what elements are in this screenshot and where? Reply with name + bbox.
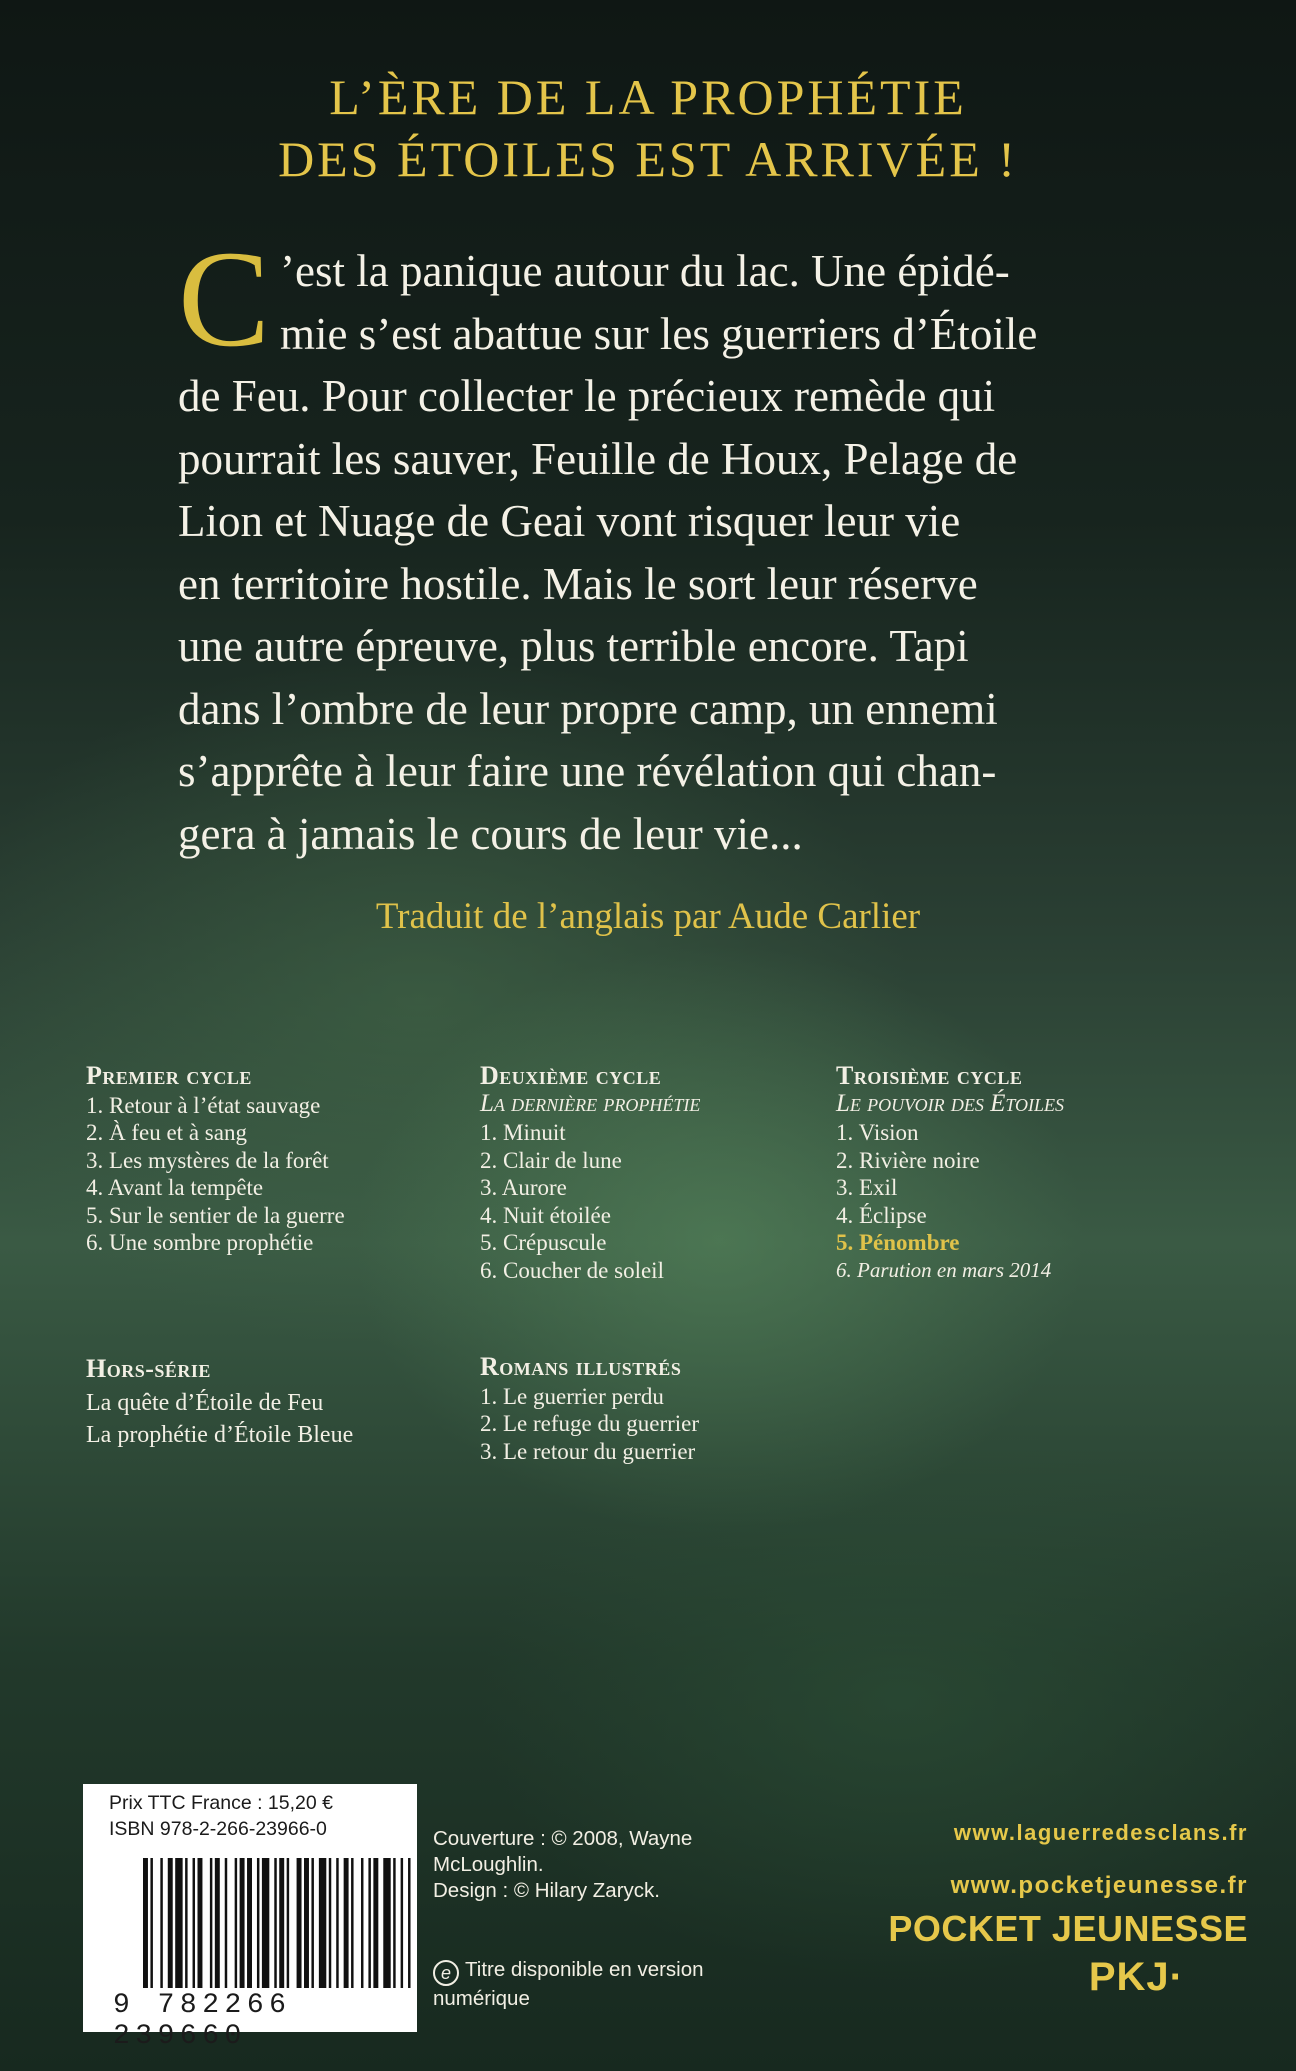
series-list xyxy=(836,1119,1216,1284)
barcode-bar xyxy=(311,1858,313,1988)
series-item: 3. Aurore xyxy=(480,1175,567,1200)
barcode-bar xyxy=(344,1858,349,1988)
barcode-bar xyxy=(383,1858,390,1988)
barcode-bar xyxy=(257,1858,259,1988)
barcode-bar xyxy=(143,1858,148,1988)
series-hors-serie xyxy=(86,1353,446,1451)
url-laguerredesclans[interactable]: www.laguerredesclans.fr xyxy=(953,1820,1248,1845)
isbn-label: ISBN 978-2-266-23966-0 xyxy=(109,1818,327,1840)
series-item: 4. Avant la tempête xyxy=(86,1175,264,1200)
headline-line1: L’ÈRE DE LA PROPHÉTIE xyxy=(329,69,967,125)
barcode-bar xyxy=(150,1858,152,1988)
series-item: 6. Parution en mars 2014 xyxy=(836,1257,1052,1282)
series-item: 4. Éclipse xyxy=(836,1202,927,1228)
barcode-image xyxy=(143,1858,413,1988)
barcode-bar xyxy=(297,1858,302,1988)
cover-credit: Couverture : © 2008, Wayne McLoughlin. xyxy=(433,1827,693,1876)
headline xyxy=(0,66,1296,190)
barcode-bar xyxy=(225,1858,227,1988)
ebook-icon: e xyxy=(433,1960,459,1986)
series-item: 3. Le retour du guerrier xyxy=(480,1438,696,1464)
series-item: 1. Vision xyxy=(836,1120,919,1145)
publisher-brand: POCKET JEUNESSE xyxy=(888,1908,1248,1949)
barcode-bar xyxy=(351,1858,353,1988)
series-item: 6. Coucher de soleil xyxy=(480,1257,664,1283)
barcode-bar xyxy=(287,1858,289,1988)
series-item: 5. Sur le sentier de la guerre xyxy=(86,1202,345,1228)
series-item: 4. Nuit étoilée xyxy=(480,1202,611,1228)
series-item: 2. À feu et à sang xyxy=(86,1120,247,1145)
series-item: 3. Les mystères de la forêt xyxy=(86,1147,329,1173)
series-item: La quête d’Étoile de Feu xyxy=(86,1390,324,1416)
barcode-bar xyxy=(401,1858,403,1988)
barcode-bar xyxy=(408,1858,410,1988)
design-credit: Design : © Hilary Zaryck. xyxy=(433,1879,660,1902)
barcode-bar xyxy=(279,1858,284,1988)
series-item: 3. Exil xyxy=(836,1175,898,1200)
series-subtitle: La dernière prophétie xyxy=(480,1089,701,1117)
series-item: 2. Clair de lune xyxy=(480,1147,622,1173)
series-title: Premier cycle xyxy=(86,1061,252,1090)
pkj-logo: PKJ· xyxy=(1088,1955,1184,1999)
series-title: Hors-série xyxy=(86,1354,211,1383)
barcode-bar xyxy=(160,1858,162,1988)
series-premier-cycle xyxy=(86,1062,426,1257)
barcode-bar xyxy=(393,1858,395,1988)
ebook-text: Titre disponible en version numérique xyxy=(433,1958,704,2010)
series-item: La prophétie d’Étoile Bleue xyxy=(86,1422,354,1448)
series-item: 1. Minuit xyxy=(480,1120,566,1145)
barcode-bar xyxy=(215,1858,220,1988)
series-troisieme-cycle xyxy=(836,1062,1216,1284)
barcode-bar xyxy=(274,1858,276,1988)
barcode-bar xyxy=(329,1858,331,1988)
barcode-bar xyxy=(361,1858,363,1988)
series-list xyxy=(86,1387,446,1451)
barcode-bar xyxy=(336,1858,338,1988)
ebook-availability xyxy=(433,1957,793,2012)
series-item: 2. Le refuge du guerrier xyxy=(480,1411,700,1436)
barcode-bar xyxy=(240,1858,245,1988)
barcode-bar xyxy=(247,1858,252,1988)
barcode-bar xyxy=(373,1858,378,1988)
headline-line2: DES ÉTOILES EST ARRIVÉE ! xyxy=(278,131,1018,187)
barcode-bar xyxy=(319,1858,326,1988)
barcode-bar xyxy=(175,1858,182,1988)
series-list xyxy=(86,1092,426,1257)
barcode-bar xyxy=(168,1858,173,1988)
barcode-bar xyxy=(210,1858,212,1988)
credits xyxy=(433,1826,793,1904)
barcode-bar xyxy=(197,1858,202,1988)
series-item: 2. Rivière noire xyxy=(836,1147,980,1173)
series-title: Deuxième cycle xyxy=(480,1061,662,1090)
blurb xyxy=(178,222,1138,865)
series-item: 1. Le guerrier perdu xyxy=(480,1383,664,1409)
barcode-number: 9 782266 239660 xyxy=(113,1990,292,2052)
url-pocketjeunesse[interactable]: www.pocketjeunesse.fr xyxy=(950,1872,1248,1899)
series-deuxieme-cycle xyxy=(480,1062,820,1284)
translator-credit: Traduit de l’anglais par Aude Carlier xyxy=(375,896,921,937)
series-title: Romans illustrés xyxy=(480,1352,682,1381)
series-item: 6. Une sombre prophétie xyxy=(86,1230,314,1255)
price-barcode-box xyxy=(83,1784,417,2052)
barcode-bar xyxy=(368,1858,370,1988)
barcode-bar xyxy=(304,1858,309,1988)
barcode-bar xyxy=(262,1858,269,1988)
series-list xyxy=(480,1119,820,1284)
series-item: 1. Retour à l’état sauvage xyxy=(86,1092,321,1118)
barcode-bar xyxy=(185,1858,187,1988)
series-item: 5. Crépuscule xyxy=(480,1230,607,1255)
barcode-bar xyxy=(193,1858,195,1988)
price-label: Prix TTC France : 15,20 € xyxy=(109,1792,333,1814)
series-item: 5. Pénombre xyxy=(836,1230,960,1255)
blurb-text: ’est la panique autour du lac. Une épidé- mie s’est abattue sur les guerriers d’Étoile de Feu. Pour collecter le précieux remède qui pourrait les sauver, Feuille de Houx, Pelage de Lion et Nuage de Geai vont risquer leur vie en territoire hostile. Mais le sort leur réserve une autre épreuve, plus terrible encore. Tapi dans l’ombre de leur propre camp, un ennemi s’apprête à leur faire une révélation qui chan- gera à jamais le cours de leur vie... xyxy=(178,246,1038,859)
series-list xyxy=(480,1383,840,1466)
barcode-bar xyxy=(235,1858,237,1988)
series-title: Troisième cycle xyxy=(836,1061,1023,1090)
series-romans-illustres xyxy=(480,1353,840,1465)
series-subtitle: Le pouvoir des Étoiles xyxy=(836,1089,1065,1117)
drop-cap: C xyxy=(178,222,271,375)
